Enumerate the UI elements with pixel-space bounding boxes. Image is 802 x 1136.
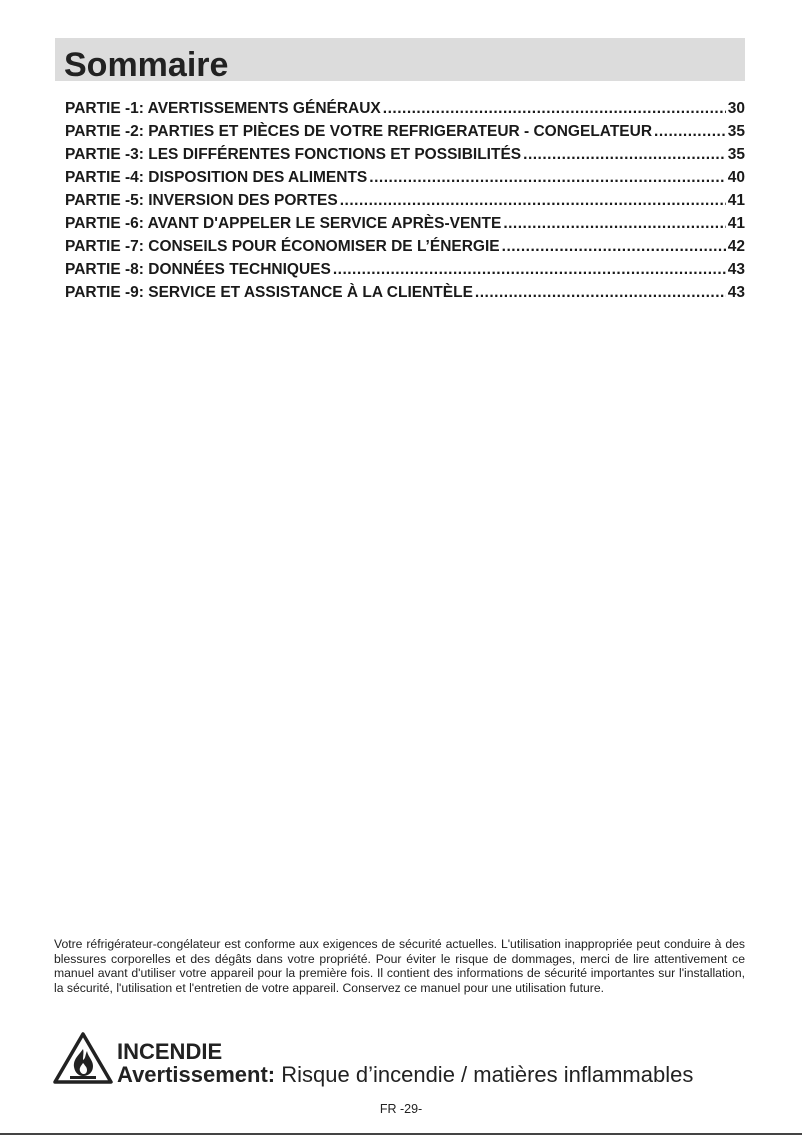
toc-leader [383,97,726,120]
toc-page: 35 [727,146,745,163]
toc-entry[interactable] [65,235,745,258]
toc-leader [340,189,726,212]
warning-lead: Avertissement: [117,1062,276,1087]
toc-leader [503,212,725,235]
toc-label: PARTIE -6: AVANT D'APPELER LE SERVICE APRÈS-VENTE [65,215,502,232]
toc-page: 30 [727,100,745,117]
toc-page: 43 [727,284,745,301]
toc-label: PARTIE -1: AVERTISSEMENTS GÉNÉRAUX [65,100,381,117]
toc-entry[interactable] [65,143,745,166]
toc-leader [502,235,726,258]
toc-page: 43 [727,261,745,278]
toc-entry[interactable] [65,166,745,189]
toc-label: PARTIE -9: SERVICE ET ASSISTANCE À LA CLIENTÈLE [65,284,473,301]
toc-label: PARTIE -3: LES DIFFÉRENTES FONCTIONS ET POSSIBILITÉS [65,146,522,163]
page-title: Sommaire [64,46,229,84]
toc-entry[interactable] [65,97,745,120]
toc-page: 42 [727,238,745,255]
toc-label: PARTIE -5: INVERSION DES PORTES [65,192,338,209]
toc-leader [333,258,726,281]
toc-leader [523,143,726,166]
toc-entry[interactable] [65,189,745,212]
table-of-contents [65,97,745,304]
toc-entry[interactable] [65,258,745,281]
toc-entry[interactable] [65,212,745,235]
warning-text: Risque d’incendie / matières inflammables [281,1062,694,1087]
toc-entry[interactable] [65,281,745,304]
toc-page: 35 [727,123,745,140]
toc-page: 41 [727,215,745,232]
toc-leader [654,120,726,143]
safety-intro-paragraph: Votre réfrigérateur-congélateur est conforme aux exigences de sécurité actuelles. L'utilisation inappropriée peut conduire à des blessures corporelles et des dégâts dans votre propriété. Pour éviter le risque de dommages, merci de lire attentivement ce manuel avant d'utiliser votre appareil pour la première fois. Il contient des informations de sécurité importantes sur l'installation, la sécurité, l'utilisation et l'entretien de votre appareil. Conservez ce manuel pour une utilisation future. [54,937,745,995]
toc-label: PARTIE -8: DONNÉES TECHNIQUES [65,261,331,278]
warning-line [117,1062,693,1088]
bottom-divider [0,1133,802,1135]
toc-leader [369,166,725,189]
page-number: FR -29- [379,1102,423,1116]
toc-label: PARTIE -2: PARTIES ET PIÈCES DE VOTRE REFRIGERATEUR - CONGELATEUR [65,123,653,140]
warning-title: INCENDIE [117,1039,223,1064]
toc-page: 41 [727,192,745,209]
toc-entry[interactable] [65,120,745,143]
toc-label: PARTIE -7: CONSEILS POUR ÉCONOMISER DE L’ÉNERGIE [65,238,500,255]
fire-warning-icon [53,1032,113,1084]
title-bar [55,38,745,84]
toc-leader [475,281,726,304]
toc-label: PARTIE -4: DISPOSITION DES ALIMENTS [65,169,368,186]
toc-page: 40 [727,169,745,186]
